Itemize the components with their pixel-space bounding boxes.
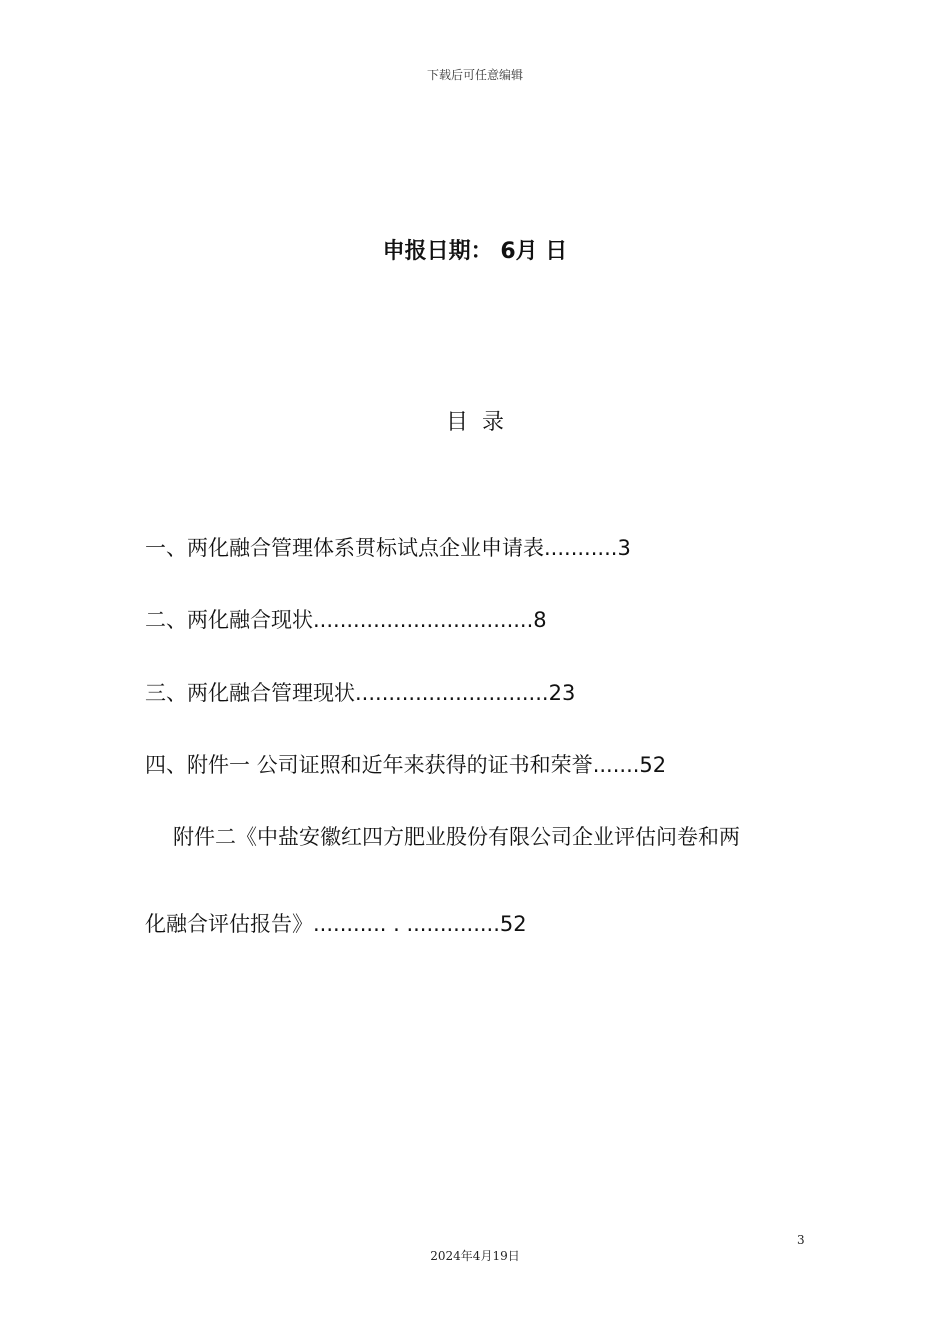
toc-entry-1 <box>145 532 631 562</box>
toc-entry-text: 四、附件一 公司证照和近年来获得的证书和荣誉 <box>145 753 593 777</box>
toc-entry-2 <box>145 604 547 634</box>
toc-leader-dots: ....... <box>592 753 640 777</box>
toc-entry-text: 二、两化融合现状 <box>145 608 313 632</box>
toc-title: 目录 <box>445 410 518 435</box>
apply-date: 申报日期： 6月 日 <box>382 239 568 264</box>
toc-page-number: 52 <box>499 912 527 936</box>
toc-entry-5-line-1 <box>173 821 740 851</box>
toc-entry-5-line-2 <box>145 908 527 938</box>
toc-leader-dots: ................................. <box>313 608 534 632</box>
toc-page-number: 3 <box>617 536 631 560</box>
toc-entry-3 <box>145 677 575 707</box>
toc-page-number: 52 <box>639 753 667 777</box>
footer-date: 2024年4月19日 <box>430 1249 520 1263</box>
toc-leader-dots: ........... <box>544 536 618 560</box>
toc-leader-dots: ............................. <box>355 681 549 705</box>
toc-page-number: 23 <box>548 681 576 705</box>
toc-entry-text: 附件二《中盐安徽红四方肥业股份有限公司企业评估问卷和两 <box>173 825 740 849</box>
toc-leader-dots: ........... . .............. <box>313 912 500 936</box>
toc-entry-text: 化融合评估报告》 <box>145 912 313 936</box>
toc-entry-4 <box>145 749 666 779</box>
header-note: 下载后可任意编辑 <box>426 68 523 82</box>
toc-entry-text: 三、两化融合管理现状 <box>145 681 355 705</box>
toc-page-number: 8 <box>533 608 547 632</box>
toc-entry-text: 一、两化融合管理体系贯标试点企业申请表 <box>145 536 544 560</box>
page-number: 3 <box>797 1233 805 1247</box>
